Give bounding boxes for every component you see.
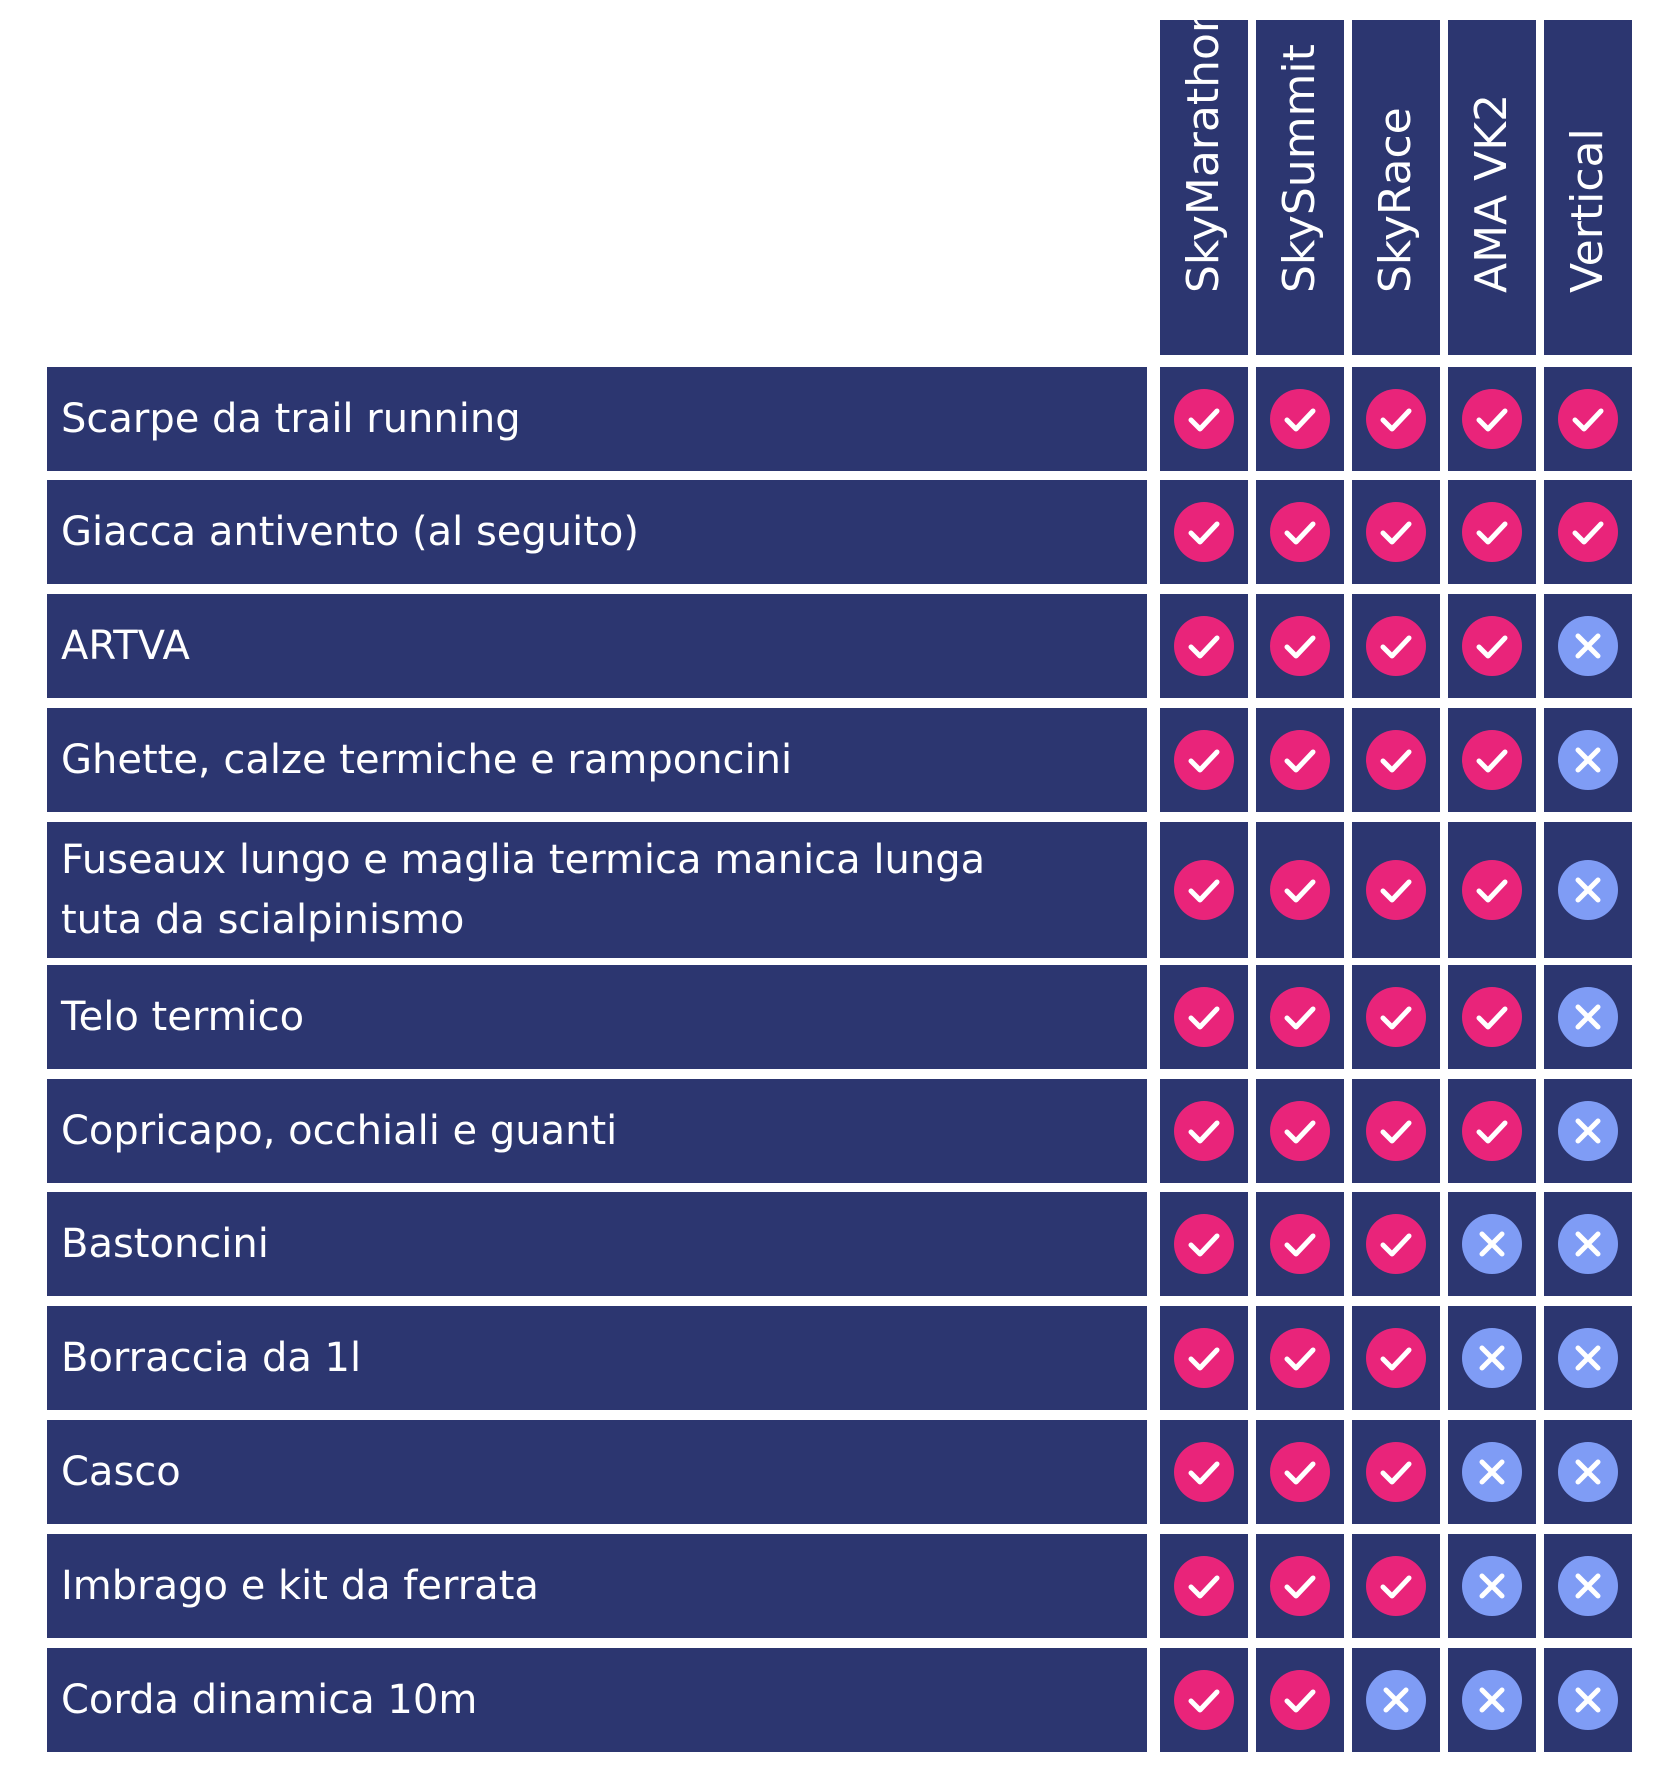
check-icon: [1462, 860, 1522, 920]
row-label-text: Telo termico: [61, 994, 305, 1040]
status-cell: [1352, 367, 1440, 471]
check-icon: [1366, 1101, 1426, 1161]
row-label-text: Fuseaux lungo e maglia termica manica lunga: [61, 837, 986, 883]
status-cell: [1160, 822, 1248, 958]
status-cell: [1544, 1534, 1632, 1638]
status-cell: [1256, 1079, 1344, 1183]
check-icon: [1270, 1328, 1330, 1388]
row-label: [47, 1648, 1147, 1752]
column-header: [1448, 20, 1536, 355]
row-label: [47, 1192, 1147, 1296]
cross-icon: [1558, 987, 1618, 1047]
status-cell: [1544, 1648, 1632, 1752]
cross-icon: [1462, 1556, 1522, 1616]
status-cell: [1256, 822, 1344, 958]
status-cell: [1448, 1306, 1536, 1410]
cross-icon: [1558, 1556, 1618, 1616]
check-icon: [1270, 1101, 1330, 1161]
status-cell: [1352, 1192, 1440, 1296]
row-label-text: Borraccia da 1l: [61, 1335, 362, 1381]
row-label: [47, 1306, 1147, 1410]
status-cell: [1544, 480, 1632, 584]
status-cell: [1352, 594, 1440, 698]
status-cell: [1256, 1420, 1344, 1524]
cross-icon: [1558, 730, 1618, 790]
row-label-text: ARTVA: [61, 623, 190, 669]
cross-icon: [1462, 1214, 1522, 1274]
status-cell: [1352, 822, 1440, 958]
check-icon: [1174, 1442, 1234, 1502]
check-icon: [1366, 1214, 1426, 1274]
status-cell: [1352, 965, 1440, 1069]
column-header-label: AMA VK2: [1466, 93, 1517, 293]
check-icon: [1270, 860, 1330, 920]
row-label: [47, 1079, 1147, 1183]
cross-icon: [1558, 1328, 1618, 1388]
status-cell: [1352, 708, 1440, 812]
check-icon: [1270, 502, 1330, 562]
check-icon: [1174, 502, 1234, 562]
status-cell: [1160, 708, 1248, 812]
status-cell: [1448, 1420, 1536, 1524]
status-cell: [1544, 594, 1632, 698]
row-label-text: Imbrago e kit da ferrata: [61, 1563, 539, 1609]
row-label-text: Copricapo, occhiali e guanti: [61, 1108, 618, 1154]
status-cell: [1160, 480, 1248, 584]
status-cell: [1544, 965, 1632, 1069]
check-icon: [1174, 1101, 1234, 1161]
row-label: [47, 1534, 1147, 1638]
status-cell: [1352, 1079, 1440, 1183]
row-label: [47, 965, 1147, 1069]
status-cell: [1544, 708, 1632, 812]
cross-icon: [1462, 1670, 1522, 1730]
status-cell: [1448, 822, 1536, 958]
check-icon: [1462, 730, 1522, 790]
row-label-text: Bastoncini: [61, 1221, 269, 1267]
check-icon: [1270, 1556, 1330, 1616]
status-cell: [1256, 708, 1344, 812]
status-cell: [1352, 1420, 1440, 1524]
check-icon: [1462, 502, 1522, 562]
status-cell: [1448, 480, 1536, 584]
status-cell: [1448, 708, 1536, 812]
status-cell: [1160, 1192, 1248, 1296]
check-icon: [1270, 987, 1330, 1047]
status-cell: [1544, 1420, 1632, 1524]
status-cell: [1544, 1306, 1632, 1410]
check-icon: [1174, 1670, 1234, 1730]
status-cell: [1544, 367, 1632, 471]
row-label-text: tuta da scialpinismo: [61, 897, 465, 943]
check-icon: [1174, 730, 1234, 790]
check-icon: [1462, 389, 1522, 449]
status-cell: [1448, 594, 1536, 698]
check-icon: [1270, 389, 1330, 449]
check-icon: [1174, 860, 1234, 920]
column-header-label: Vertical: [1562, 128, 1613, 293]
check-icon: [1366, 1328, 1426, 1388]
status-cell: [1448, 367, 1536, 471]
status-cell: [1160, 1420, 1248, 1524]
check-icon: [1174, 616, 1234, 676]
check-icon: [1366, 616, 1426, 676]
column-header: [1352, 20, 1440, 355]
check-icon: [1366, 860, 1426, 920]
check-icon: [1270, 616, 1330, 676]
check-icon: [1558, 389, 1618, 449]
status-cell: [1352, 1534, 1440, 1638]
cross-icon: [1462, 1442, 1522, 1502]
row-label: [47, 708, 1147, 812]
check-icon: [1270, 1214, 1330, 1274]
status-cell: [1160, 1648, 1248, 1752]
cross-icon: [1558, 1101, 1618, 1161]
row-label: [47, 1420, 1147, 1524]
row-label: [47, 480, 1147, 584]
check-icon: [1270, 1442, 1330, 1502]
status-cell: [1256, 367, 1344, 471]
cross-icon: [1366, 1670, 1426, 1730]
status-cell: [1160, 965, 1248, 1069]
check-icon: [1366, 502, 1426, 562]
status-cell: [1160, 594, 1248, 698]
status-cell: [1352, 1648, 1440, 1752]
status-cell: [1256, 1306, 1344, 1410]
cross-icon: [1558, 1670, 1618, 1730]
status-cell: [1352, 1306, 1440, 1410]
check-icon: [1462, 987, 1522, 1047]
status-cell: [1448, 1192, 1536, 1296]
column-header: [1160, 5, 1248, 355]
status-cell: [1256, 480, 1344, 584]
check-icon: [1270, 730, 1330, 790]
column-header: [1544, 20, 1632, 355]
check-icon: [1270, 1670, 1330, 1730]
status-cell: [1448, 1079, 1536, 1183]
check-icon: [1174, 389, 1234, 449]
cross-icon: [1558, 1442, 1618, 1502]
status-cell: [1160, 1079, 1248, 1183]
status-cell: [1544, 1079, 1632, 1183]
cross-icon: [1558, 1214, 1618, 1274]
check-icon: [1462, 616, 1522, 676]
column-header: [1256, 20, 1344, 355]
row-label-text: Casco: [61, 1449, 181, 1495]
status-cell: [1448, 1648, 1536, 1752]
status-cell: [1256, 1648, 1344, 1752]
status-cell: [1256, 1192, 1344, 1296]
status-cell: [1544, 822, 1632, 958]
check-icon: [1366, 389, 1426, 449]
status-cell: [1160, 1306, 1248, 1410]
check-icon: [1366, 730, 1426, 790]
status-cell: [1256, 1534, 1344, 1638]
row-label-text: Ghette, calze termiche e ramponcini: [61, 737, 793, 783]
check-icon: [1366, 1442, 1426, 1502]
row-label: [47, 822, 1147, 958]
check-icon: [1558, 502, 1618, 562]
row-label: [47, 367, 1147, 471]
row-label-text: Giacca antivento (al seguito): [61, 509, 640, 555]
check-icon: [1174, 1214, 1234, 1274]
column-header-label: SkyMarathon: [1178, 5, 1229, 293]
status-cell: [1544, 1192, 1632, 1296]
check-icon: [1174, 1328, 1234, 1388]
cross-icon: [1558, 860, 1618, 920]
column-header-label: SkyRace: [1370, 107, 1421, 293]
check-icon: [1462, 1101, 1522, 1161]
row-label: [47, 594, 1147, 698]
check-icon: [1366, 987, 1426, 1047]
status-cell: [1256, 594, 1344, 698]
status-cell: [1448, 965, 1536, 1069]
check-icon: [1366, 1556, 1426, 1616]
column-header-label: SkySummit: [1274, 44, 1325, 293]
cross-icon: [1558, 616, 1618, 676]
row-label-text: Corda dinamica 10m: [61, 1677, 478, 1723]
check-icon: [1174, 987, 1234, 1047]
status-cell: [1256, 965, 1344, 1069]
status-cell: [1448, 1534, 1536, 1638]
status-cell: [1352, 480, 1440, 584]
status-cell: [1160, 1534, 1248, 1638]
row-label-text: Scarpe da trail running: [61, 396, 521, 442]
check-icon: [1174, 1556, 1234, 1616]
cross-icon: [1462, 1328, 1522, 1388]
status-cell: [1160, 367, 1248, 471]
